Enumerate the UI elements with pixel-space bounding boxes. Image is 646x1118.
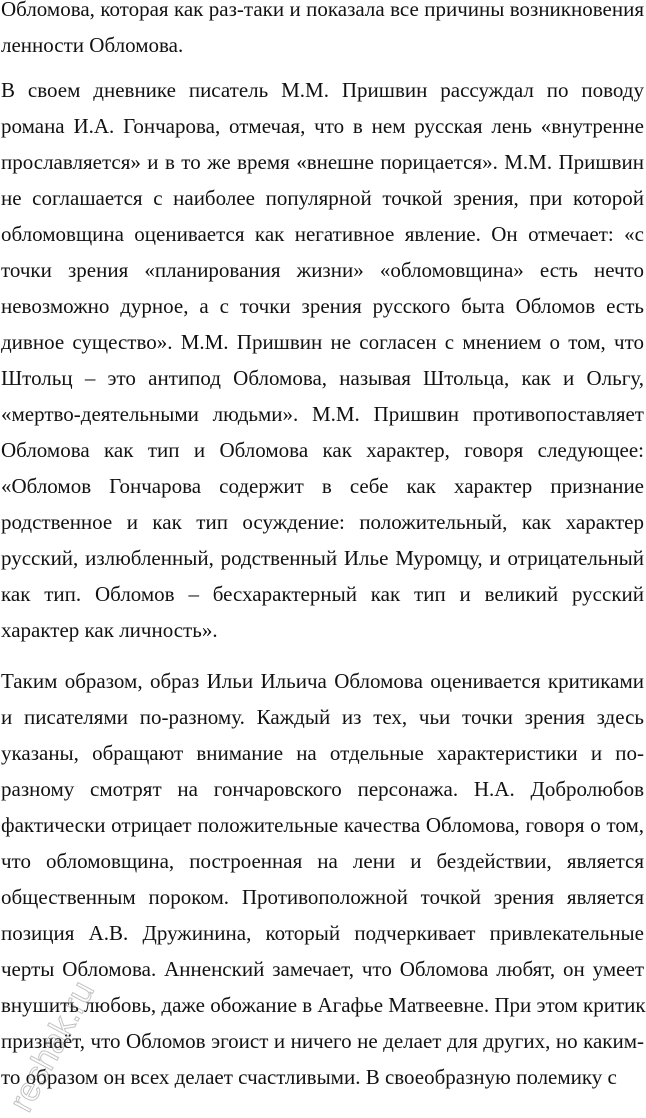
text-line: разному смотрят на гончаровского персонажа. Н.А. Добролюбов xyxy=(1,777,644,801)
text-line: невозможно дурное, а с точки зрения русского быта Обломов есть xyxy=(1,294,644,318)
text-line: В своем дневнике писатель М.М. Пришвин рассуждал по поводу xyxy=(1,78,644,102)
text-line: Штольц – это антипод Обломова, называя Штольца, как и Ольгу, xyxy=(1,366,644,390)
text-line: характер как личность». xyxy=(1,618,218,642)
text-line: точки зрения «планирования жизни» «обломовщина» есть нечто xyxy=(1,258,644,282)
text-line: Обломова, которая как раз-таки и показала все причины возникновения xyxy=(1,0,644,21)
text-line: что обломовщина, построенная на лени и бездействии, является xyxy=(1,849,644,873)
text-line: дивное существо». М.М. Пришвин не согласен с мнением о том, что xyxy=(1,330,644,354)
document-text xyxy=(1,0,644,1104)
text-line: обломовщина оценивается как негативное явление. Он отмечает: «с xyxy=(1,222,644,246)
text-line: и писателями по-разному. Каждый из тех, чьи точки зрения здесь xyxy=(1,705,644,729)
text-line: Обломова как тип и Обломова как характер, говоря следующее: xyxy=(1,438,644,462)
text-line: признаёт, что Обломов эгоист и ничего не делает для других, но каким- xyxy=(1,1029,644,1053)
text-line: внушить любовь, даже обожание в Агафье Матвеевне. При этом критик xyxy=(1,993,646,1017)
text-line: черты Обломова. Анненский замечает, что Обломова любят, он умеет xyxy=(1,957,644,981)
text-line: «мертво-деятельными людьми». М.М. Пришвин противопоставляет xyxy=(1,402,644,426)
text-line: общественным пороком. Противоположной точкой зрения является xyxy=(1,885,644,909)
text-line: указаны, обращают внимание на отдельные характеристики и по- xyxy=(1,741,644,765)
text-line: то образом он всех делает счастливыми. В своеобразную полемику с xyxy=(1,1065,617,1089)
text-line: русский, излюбленный, родственный Илье Муромцу, и отрицательный xyxy=(1,546,644,570)
text-line: «Обломов Гончарова содержит в себе как характер признание xyxy=(1,474,644,498)
text-line: не соглашается с наиболее популярной точкой зрения, при которой xyxy=(1,186,644,210)
text-line: родственное и как тип осуждение: положительный, как характер xyxy=(1,510,644,534)
paragraph xyxy=(1,72,644,648)
text-line: прославляется» и в то же время «внешне порицается». М.М. Пришвин xyxy=(1,150,644,174)
text-line: Таким образом, образ Ильи Ильича Обломова оценивается критиками xyxy=(1,669,644,693)
text-line: романа И.А. Гончарова, отмечая, что в нем русская лень «внутренне xyxy=(1,114,644,138)
watermark-logo: reshak.ru xyxy=(2,974,103,1118)
text-line: как тип. Обломов – бесхарактерный как тип и великий русский xyxy=(1,582,644,606)
paragraph xyxy=(1,0,644,63)
text-line: ленности Обломова. xyxy=(1,33,184,57)
text-line: позиция А.В. Дружинина, который подчеркивает привлекательные xyxy=(1,921,644,945)
paragraph xyxy=(1,663,644,1095)
text-line: фактически отрицает положительные качества Обломова, говоря о том, xyxy=(1,813,644,837)
